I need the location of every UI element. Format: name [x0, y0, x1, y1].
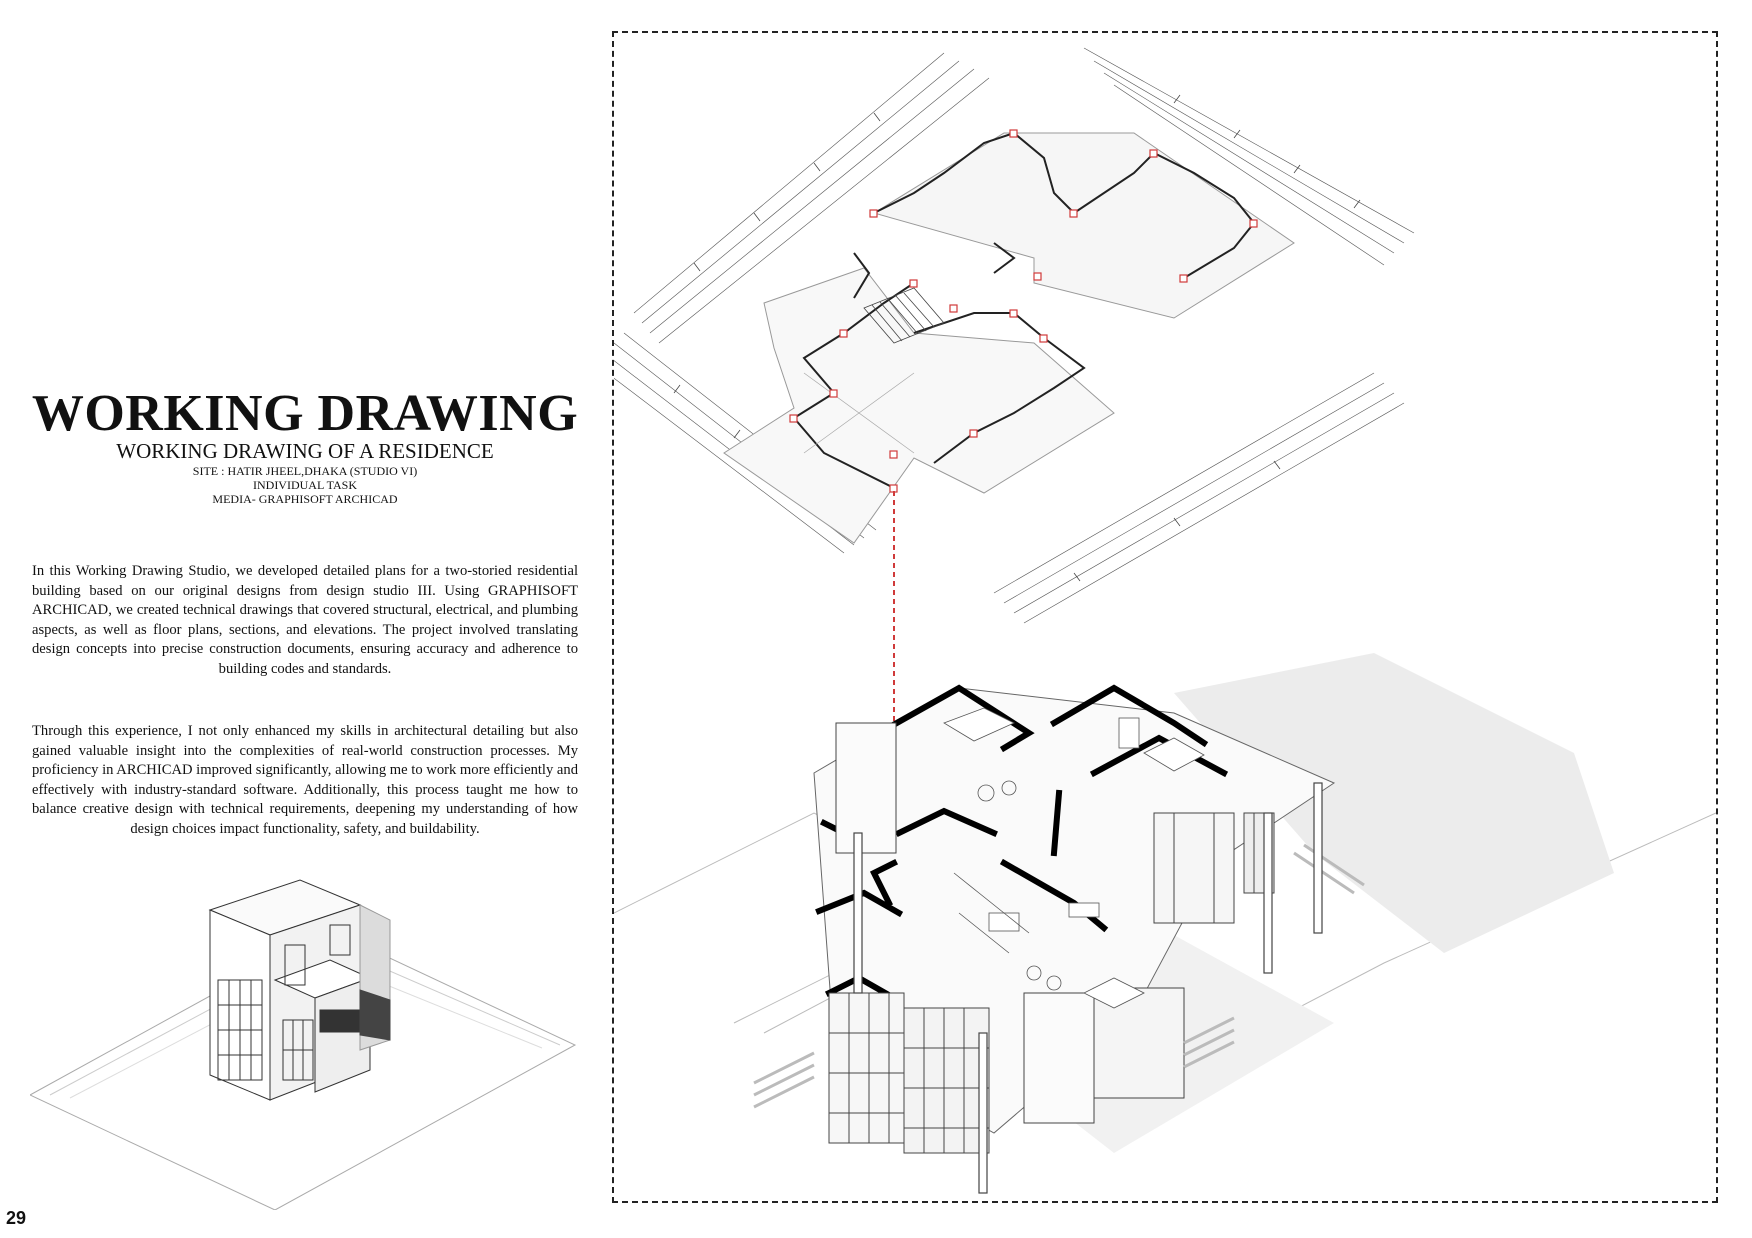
description-paragraph-1: In this Working Drawing Studio, we developed detailed plans for a two-storied residential building based on our original designs from design studio III. Using GRAPHISOFT ARCHICAD, we created technical drawings that covered structural, electrical, and plumbing aspects, as well as floor plans, sections, and elevations. The project involved translating design concepts into precise construction documents, ensuring accuracy and adherence to building codes and standards.: [32, 563, 578, 677]
page-subtitle: WORKING DRAWING OF A RESIDENCE: [116, 439, 494, 463]
exploded-isometric-drawing: [614, 33, 1716, 1201]
task-line: INDIVIDUAL TASK: [252, 478, 358, 492]
isometric-floor-plan: [614, 48, 1414, 623]
project-meta: [30, 464, 580, 506]
site-line: SITE : HATIR JHEEL,DHAKA (STUDIO VI): [192, 464, 418, 478]
media-line: MEDIA- GRAPHISOFT ARCHICAD: [212, 492, 398, 506]
page-number: 29: [6, 1208, 27, 1228]
text-column: [0, 0, 600, 1238]
page-title: WORKING DRAWING: [31, 385, 579, 442]
isometric-3d-model: [614, 653, 1716, 1193]
exterior-isometric-thumbnail: [30, 870, 590, 1210]
description-paragraph-2: Through this experience, I not only enhanced my skills in architectural detailing but also gained valuable insight into the complexities of real-world construction processes. My proficiency in ARCHICAD improved significantly, allowing me to work more efficiently and effectively with industry-standard software. Additionally, this process taught me how to balance creative design with technical requirements, deepening my understanding of how design choices impact functionality, safety, and buildability.: [32, 723, 578, 837]
